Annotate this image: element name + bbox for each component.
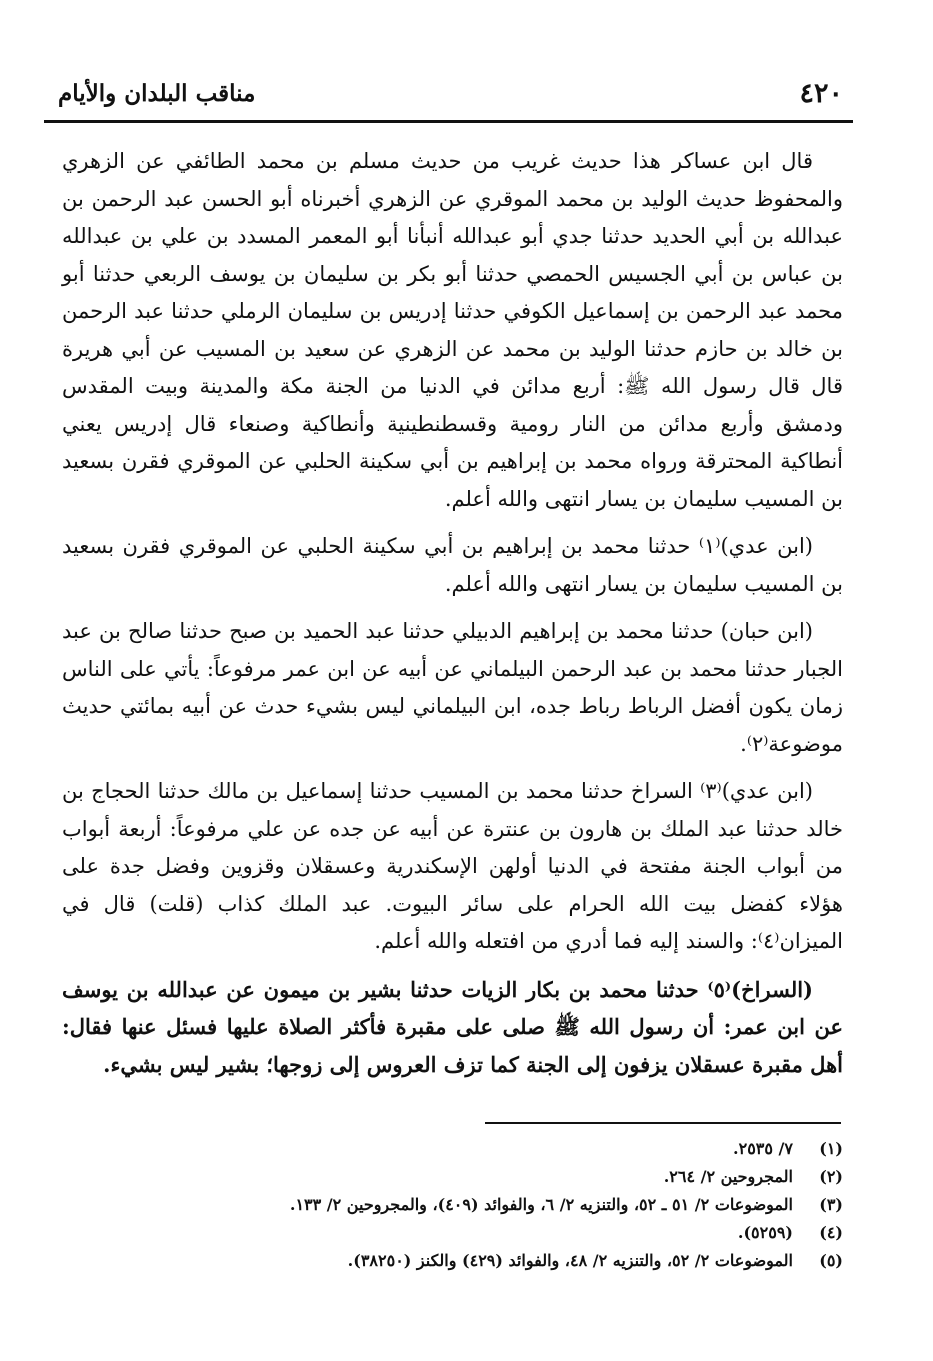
running-title: مناقب البلدان والأيام (58, 80, 256, 107)
paragraph-ibn-adi-2: (ابن عدي)⁽٣⁾ السراخ حدثنا محمد بن المسيب حدثنا إسماعيل بن مالك حدثنا الحجاج بن خالد حدثنا عبد الملك بن هارون بن عنترة عن أبيه عن جده عن علي مرفوعاً: أربعة أبواب من أبواب الجنة مفتحة في الدنيا أولهن الإسكندرية وعسقلان وقزوين وفضل جدة على هؤلاء كفضل بيت الله الحرام على سائر البيوت. عبد الملك كذاب (قلت) قال في الميزان⁽٤⁾: والسند إليه فما أدري من افتعله والله أعلم. (62, 779, 843, 953)
footnote-number: (٣) (819, 1195, 843, 1214)
main-text (62, 143, 843, 1083)
footnote (150, 1163, 843, 1191)
footnote (150, 1191, 843, 1219)
paragraph-ibn-adi-1: (ابن عدي)⁽١⁾ حدثنا محمد بن إبراهيم بن أبي سكينة الحلبي عن الموقري فقرن بسعيد بن المسيب سليمان بن يسار انتهى والله أعلم. (62, 534, 843, 596)
footnote-number: (٥) (819, 1251, 843, 1270)
header-rule (44, 120, 853, 123)
footnote (150, 1219, 843, 1247)
page-number: ٤٢٠ (799, 78, 843, 109)
footnote-text: (٥٢٥٩). (737, 1223, 793, 1242)
footnote (150, 1135, 843, 1163)
footnote-number: (٢) (819, 1167, 843, 1186)
footnote-text: ٧/ ٢٥٣٥. (733, 1139, 793, 1158)
footnote-text: الموضوعات ٢/ ٥٢، والتنزيه ٢/ ٤٨، والفوائد (٤٢٩) والكنز (٣٨٢٥٠). (347, 1251, 793, 1270)
paragraph-ibn-asakir: قال ابن عساكر هذا حديث غريب من حديث مسلم بن محمد الطائفي عن الزهري والمحفوظ حديث الوليد بن محمد الموقري عن الزهري أخبرناه أبو الحسن عبد الرحمن بن عبدالله بن أبي الحديد حدثنا جدي أبو عبدالله أنبأنا أبو المعمر المسدد بن علي بن عبدالله بن عباس بن أبي الجسيس الحمصي حدثنا أبو بكر بن سليمان بن يوسف الربعي حدثنا أبو محمد عبد الرحمن بن إسماعيل الكوفي حدثنا إدريس بن سليمان الرملي حدثنا عبد الرحمن بن خالد بن حازم حدثنا الوليد بن محمد عن الزهري عن سعيد بن المسيب عن أبي هريرة قال قال رسول الله ﷺ: أربع مدائن في الدنيا من الجنة مكة والمدينة وبيت المقدس ودمشق وأربع مدائن من النار رومية وقسطنطينية وأنطاكية وصنعاء قال إدريس يعني أنطاكية المحترقة ورواه محمد بن إبراهيم بن أبي سكينة الحلبي عن الموقري فقرن بسعيد بن المسيب سليمان بن يسار انتهى والله أعلم. (62, 149, 843, 511)
footnote-text: الموضوعات ٢/ ٥١ ـ ٥٢، والتنزيه ٢/ ٦، والفوائد (٤٠٩)، والمجروحين ٢/ ١٣٣. (289, 1195, 793, 1214)
page-header (58, 70, 843, 120)
paragraph-sarrakh: (السراخ)⁽٥⁾ حدثنا محمد بن بكار الزيات حدثنا بشير بن ميمون عن عبدالله بن يوسف عن ابن عمر: أن رسول الله ﷺ صلى على مقبرة فأكثر الصلاة عليها فسئل عنها فقال: أهل مقبرة عسقلان يزفون إلى الجنة كما تزف العروس إلى زوجها؛ بشير ليس بشيء. (62, 976, 843, 1077)
footnote-number: (٤) (819, 1223, 843, 1242)
footnote-number: (١) (819, 1139, 843, 1158)
paragraph-ibn-hibban: (ابن حبان) حدثنا محمد بن إبراهيم الدبيلي حدثنا عبد الحميد بن صبح حدثنا صالح بن عبد الجبار حدثنا محمد بن عبد الرحمن البيلماني عن أبيه عن ابن عمر مرفوعاً: يأتي على الناس زمان يكون أفضل الرباط رباط جده، ابن البيلماني ليس بشيء حدث عن أبيه بمائتي حديث موضوعة⁽٢⁾. (62, 619, 843, 756)
footnote-rule (485, 1122, 841, 1124)
footnote (150, 1247, 843, 1275)
footnote-text: المجروحين ٢/ ٢٦٤. (663, 1167, 793, 1186)
footnotes (150, 1135, 843, 1275)
